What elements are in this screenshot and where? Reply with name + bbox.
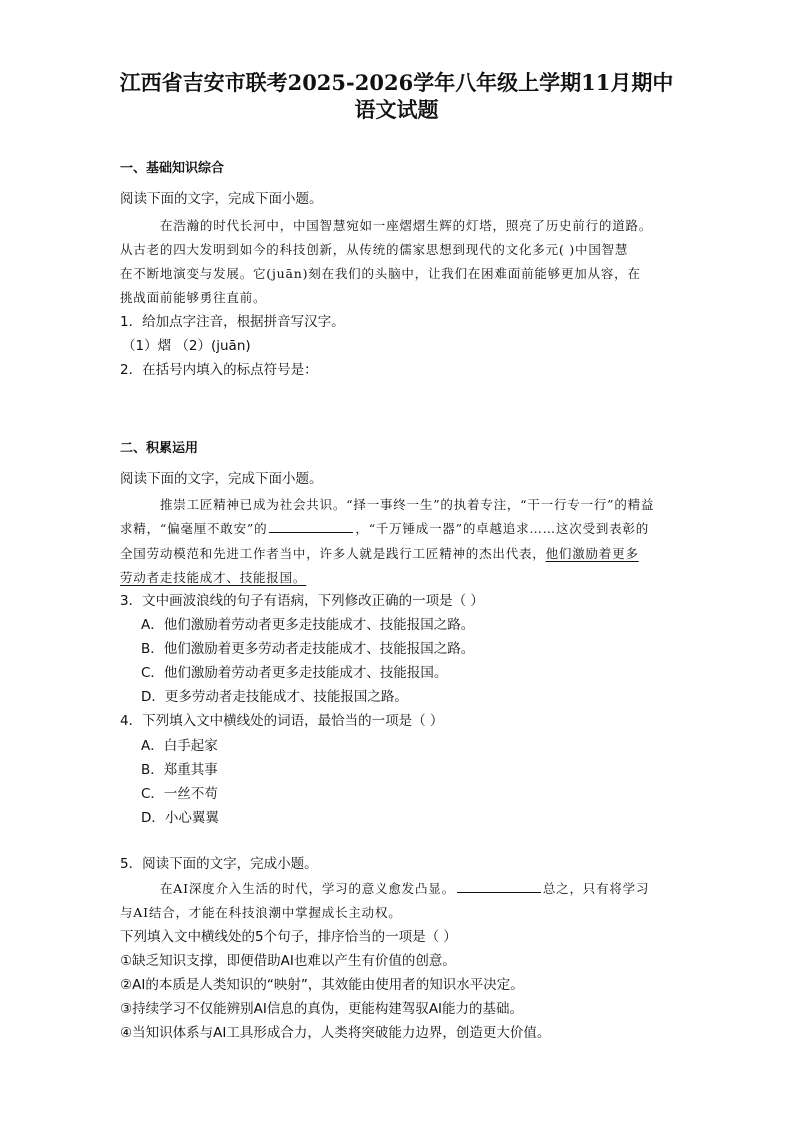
passage-text: 全国劳动模范和先进工作者当中，许多人就是践行工匠精神的杰出代表， [120,546,546,561]
passage-text: 总之，只有将学习 [542,881,650,896]
question-4-option-d[interactable]: D．小心翼翼 [141,810,219,826]
question-3-option-d[interactable]: D．更多劳动者走技能成才、技能报国之路。 [141,689,408,705]
question-3-option-b[interactable]: B．他们激励着更多劳动者走技能成才、技能报国之路。 [141,641,475,657]
question-4-option-a[interactable]: A．白手起家 [141,738,218,754]
section2-passage-line [120,520,649,538]
section1-passage-line: 在浩瀚的时代长河中，中国智慧宛如一座熠熠生辉的灯塔，照亮了历史前行的道路。 [160,218,653,233]
passage-text: 求精，“偏毫厘不敢安”的 [120,521,268,536]
question-5-sub: 下列填入文中横线处的5个句子，排序恰当的一项是（ ） [120,929,457,945]
question-4-option-c[interactable]: C．一丝不苟 [141,786,218,802]
section2-intro: 阅读下面的文字，完成下面小题。 [120,471,323,487]
section2-heading: 二、积累运用 [120,441,199,456]
question-3-option-c[interactable]: C．他们激励着劳动者更多走技能成才、技能报国。 [141,665,448,681]
section1-passage-line: 在不断地演变与发展。它(juān)刻在我们的头脑中，让我们在困难面前能够更加从容，在 [120,266,641,281]
question-5-passage-line: 与AI结合，才能在科技浪潮中掌握成长主动权。 [120,905,402,920]
question-1-items: （1）熠 （2）(juān) [122,338,251,354]
question-5-sentence: ②AI的本质是人类知识的“映射”，其效能由使用者的知识水平决定。 [120,977,524,993]
section1-passage-line: 挑战面前能够勇往直前。 [120,290,267,305]
passage-text: ，“千万锤成一器”的卓越追求……这次受到表彰的 [355,521,650,536]
section2-passage-line [120,569,306,587]
question-5-stem: 5．阅读下面的文字，完成小题。 [120,856,318,872]
wavy-underlined-sentence: 劳动者走技能成才、技能报国。 [120,570,307,585]
question-2: 2．在括号内填入的标点符号是： [120,362,318,378]
wavy-underlined-sentence: 他们激励着更多 [545,546,639,561]
question-1: 1．给加点字注音，根据拼音写汉字。 [120,314,345,330]
question-5-passage-line [160,880,649,898]
section2-passage-line [120,545,639,563]
question-5-sentence: ④当知识体系与AI工具形成合力，人类将突破能力边界，创造更大价值。 [120,1025,551,1041]
exam-title-line1: 江西省吉安市联考2025-2026学年八年级上学期11月期中 [119,70,674,95]
question-4-option-b[interactable]: B．郑重其事 [141,762,218,778]
exam-title-line2: 语文试题 [354,97,439,122]
section2-passage-line: 推崇工匠精神已成为社会共识。“择一事终一生”的执着专注，“干一行专一行”的精益 [160,497,655,512]
fill-blank [269,520,353,533]
section1-heading: 一、基础知识综合 [120,161,225,176]
fill-blank [457,880,541,893]
passage-text: 在AI深度介入生活的时代，学习的意义愈发凸显。 [160,881,455,896]
question-4-stem: 4．下列填入文中横线处的词语，最恰当的一项是（ ） [120,713,444,729]
question-3-option-a[interactable]: A．他们激励着劳动者更多走技能成才、技能报国之路。 [141,617,475,633]
question-5-sentence: ①缺乏知识支撑，即便借助AI也难以产生有价值的创意。 [120,953,456,969]
question-3-stem: 3．文中画波浪线的句子有语病，下列修改正确的一项是（ ） [120,593,484,609]
question-5-sentence: ③持续学习不仅能辨别AI信息的真伪，更能构建驾驭AI能力的基础。 [120,1001,524,1017]
section1-intro: 阅读下面的文字，完成下面小题。 [120,191,323,207]
section1-passage-line: 从古老的四大发明到如今的科技创新，从传统的儒家思想到现代的文化多元( )中国智慧 [120,242,629,257]
